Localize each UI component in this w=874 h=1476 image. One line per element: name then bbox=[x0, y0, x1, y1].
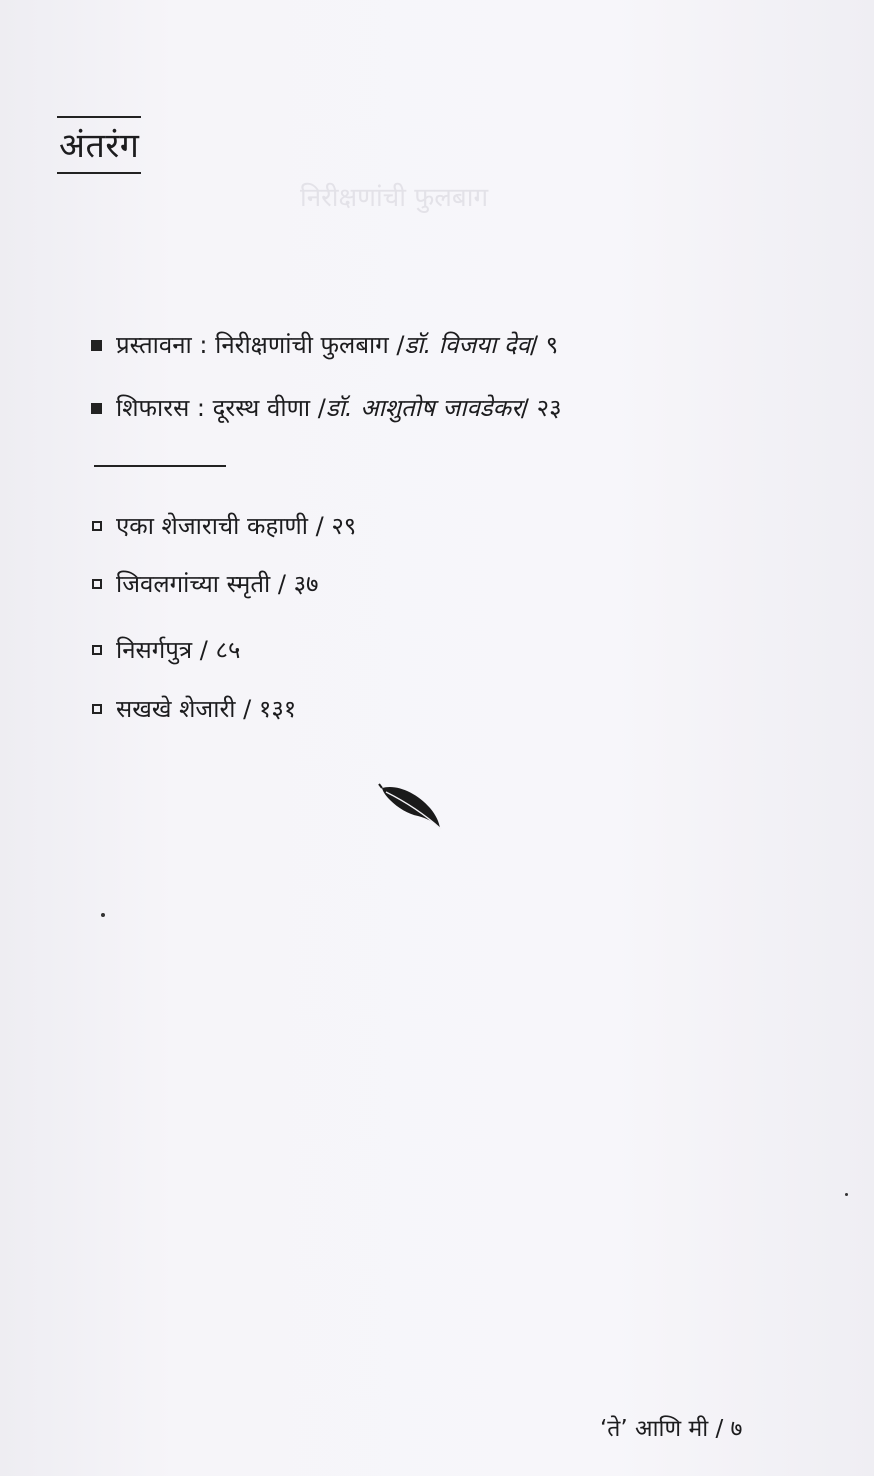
front-matter-page: / ९ bbox=[530, 331, 559, 359]
front-matter-label: शिफारस : दूरस्थ वीणा / bbox=[116, 394, 326, 422]
chapter-item[interactable] bbox=[90, 633, 240, 667]
quill-feather-icon bbox=[378, 782, 444, 832]
chapter-label: एका शेजाराची कहाणी / २९ bbox=[116, 512, 357, 540]
filled-square-bullet-icon bbox=[91, 340, 102, 351]
chapter-item[interactable] bbox=[90, 509, 356, 543]
chapter-item[interactable] bbox=[90, 567, 319, 601]
front-matter-page: / २३ bbox=[520, 394, 562, 422]
chapter-label: सखखे शेजारी / १३१ bbox=[116, 695, 297, 723]
front-matter-label: प्रस्तावना : निरीक्षणांची फुलबाग / bbox=[116, 331, 405, 359]
hollow-square-bullet-icon bbox=[92, 704, 102, 714]
section-divider bbox=[94, 465, 226, 467]
front-matter-item-recommendation[interactable] bbox=[90, 391, 562, 425]
speck bbox=[845, 1193, 848, 1196]
bleed-through-title: निरीक्षणांची फुलबाग bbox=[300, 183, 489, 213]
chapter-label: निसर्गपुत्र / ८५ bbox=[116, 636, 241, 664]
front-matter-author: डॉ. आशुतोष जावडेकर bbox=[325, 394, 521, 422]
page-footer: ‘ते’ आणि मी / ७ bbox=[600, 1416, 743, 1442]
speck bbox=[101, 913, 105, 917]
hollow-square-bullet-icon bbox=[92, 579, 102, 589]
contents-heading-box bbox=[57, 116, 141, 174]
hollow-square-bullet-icon bbox=[92, 645, 102, 655]
chapter-item[interactable] bbox=[90, 692, 296, 726]
front-matter-author: डॉ. विजया देव bbox=[404, 331, 531, 359]
chapter-label: जिवलगांच्या स्मृती / ३७ bbox=[116, 570, 319, 598]
filled-square-bullet-icon bbox=[91, 403, 102, 414]
contents-heading: अंतरंग bbox=[59, 126, 140, 166]
front-matter-item-preface[interactable] bbox=[90, 328, 558, 362]
hollow-square-bullet-icon bbox=[92, 521, 102, 531]
